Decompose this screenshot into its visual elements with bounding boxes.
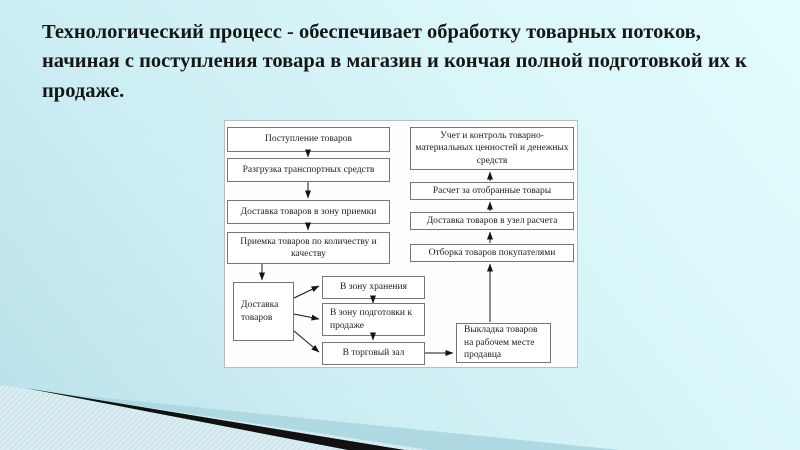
flow-box-unloading: Разгрузка транспортных средств	[227, 158, 390, 182]
flow-box-delivery-to-acceptance: Доставка товаров в зону приемки	[227, 200, 390, 224]
arrow-right-icon	[294, 314, 319, 319]
diagram-panel	[224, 120, 578, 368]
flow-box-customer-selection: Отборка товаров покупателями	[410, 244, 574, 262]
flow-box-preparation-zone: В зону подготовки к продаже	[322, 303, 425, 336]
flow-box-goods-arrival: Поступление товаров	[227, 127, 390, 152]
flow-box-delivery-to-checkout: Доставка товаров в узел расчета	[410, 212, 574, 230]
flow-box-goods-display: Выкладка товаров на рабочем месте продавца	[456, 323, 551, 363]
footer-decoration	[0, 380, 800, 450]
flow-box-goods-delivery: Доставка товаров	[233, 282, 294, 341]
flow-box-sales-floor: В торговый зал	[322, 342, 425, 365]
arrow-right-icon	[294, 331, 319, 352]
arrow-right-icon	[294, 286, 319, 298]
slide-title: Технологический процесс - обеспечивает обработку товарных потоков, начиная с поступления товара в магазин и кончая полной подготовкой их к продаже.	[42, 21, 747, 102]
flow-box-storage-zone: В зону хранения	[322, 276, 425, 299]
flow-box-payment: Расчет за отобранные товары	[410, 182, 574, 200]
flow-box-acceptance: Приемка товаров по количеству и качеству	[227, 232, 390, 264]
flow-box-accounting-control: Учет и контроль товарно-материальных ценностей и денежных средств	[410, 127, 574, 170]
